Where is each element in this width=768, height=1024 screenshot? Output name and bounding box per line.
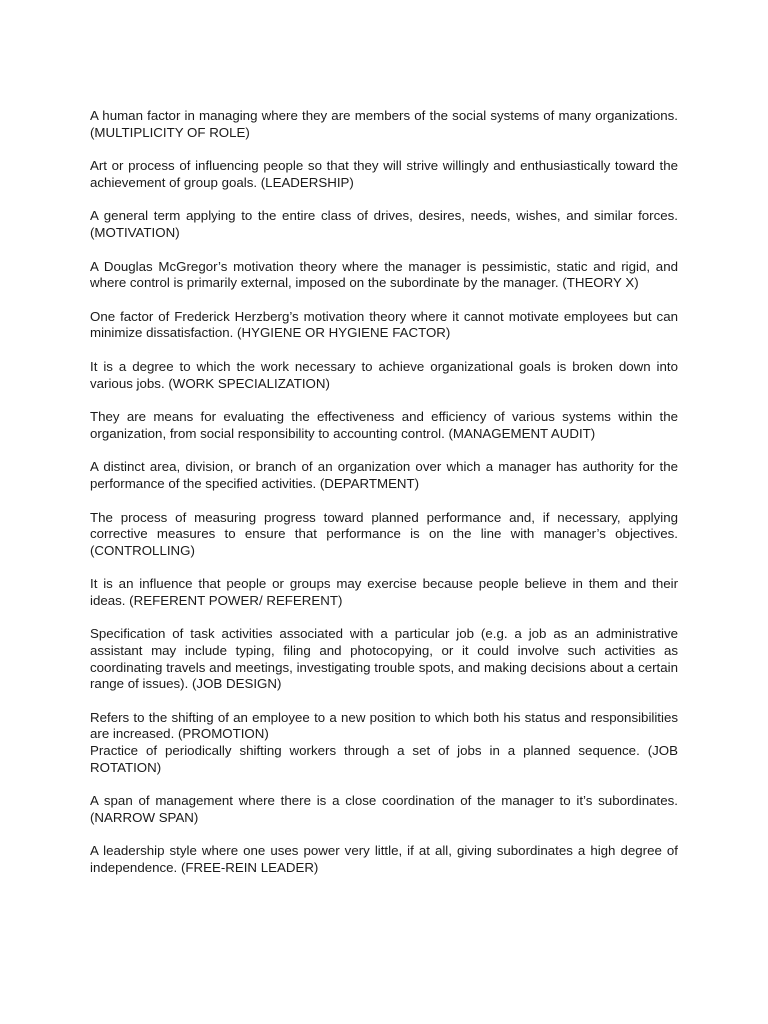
definition-paragraph: The process of measuring progress toward planned performance and, if necessary, applying corrective measures to ensure that performance is on the line with manager’s objectives. (CONTROLLING) [90, 509, 678, 558]
definition-paragraph: Refers to the shifting of an employee to a new position to which both his status and responsibilities are increased. (PROMOTION) [90, 709, 678, 742]
definition-paragraph: A general term applying to the entire class of drives, desires, needs, wishes, and similar forces. (MOTIVATION) [90, 208, 678, 240]
definition-paragraph: They are means for evaluating the effectiveness and efficiency of various systems within the organization, from social responsibility to accounting control. (MANAGEMENT AUDIT) [90, 409, 678, 441]
definition-paragraph: Practice of periodically shifting workers through a set of jobs in a planned sequence. (JOB ROTATION) [90, 743, 678, 775]
definition-paragraph: A leadership style where one uses power very little, if at all, giving subordinates a high degree of independence. (FREE-REIN LEADER) [90, 843, 678, 875]
definition-paragraph: A distinct area, division, or branch of an organization over which a manager has authority for the performance of the specified activities. (DEPARTMENT) [90, 459, 678, 491]
definition-paragraph: A human factor in managing where they are members of the social systems of many organizations. (MULTIPLICITY OF ROLE) [90, 108, 678, 140]
definition-paragraph: Specification of task activities associated with a particular job (e.g. a job as an administrative assistant may include typing, filing and photocopying, or it could involve such activities as coordinating travels and meetings, investigating trouble spots, and making decisions about a certain range of issues). (JOB DESIGN) [90, 626, 678, 692]
definition-paragraph: A Douglas McGregor’s motivation theory where the manager is pessimistic, static and rigid, and where control is primarily external, imposed on the subordinate by the manager. (THEORY X) [90, 258, 678, 291]
definition-paragraph: Art or process of influencing people so that they will strive willingly and enthusiastically toward the achievement of group goals. (LEADERSHIP) [90, 158, 678, 190]
definition-paragraph: One factor of Frederick Herzberg’s motivation theory where it cannot motivate employees but can minimize dissatisfaction. (HYGIENE OR HYGIENE FACTOR) [90, 308, 678, 341]
definition-paragraph: It is an influence that people or groups may exercise because people believe in them and their ideas. (REFERENT POWER/ REFERENT) [90, 576, 678, 608]
document-page [90, 108, 678, 894]
definition-paragraph: A span of management where there is a close coordination of the manager to it’s subordinates. (NARROW SPAN) [90, 793, 678, 825]
definition-paragraph: It is a degree to which the work necessary to achieve organizational goals is broken down into various jobs. (WORK SPECIALIZATION) [90, 358, 678, 391]
